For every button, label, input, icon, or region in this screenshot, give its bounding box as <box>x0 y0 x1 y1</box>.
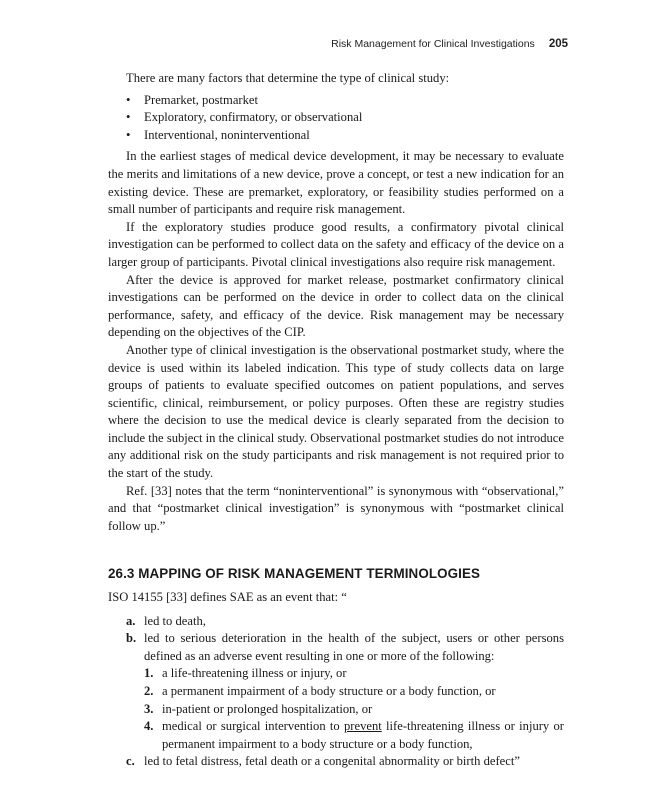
body-paragraph: Ref. [33] notes that the term “noninterventional” is synonymous with “observational,” and that “postmarket clinical investigation” is synonymous with “postmarket clinical follow up.” <box>108 483 564 533</box>
item-text-after: life-threatening illness or injury or permanent impairment to a body structure or a body function, <box>162 719 564 751</box>
list-item <box>126 753 564 771</box>
item-text: a life-threatening illness or injury, or <box>162 666 347 681</box>
item-marker: c. <box>126 754 135 769</box>
sae-criteria-list <box>108 613 564 771</box>
body-paragraph: In the earliest stages of medical device development, it may be necessary to evaluate the merits and limitations of a new device, prove a concept, or test a new indication for an existing device. These are premarket, exploratory, or feasibility studies performed on a small number of participants and require risk management. <box>108 149 564 217</box>
list-item <box>144 718 564 753</box>
item-text: in-patient or prolonged hospitalization, or <box>162 701 373 716</box>
list-item: • Premarket, postmarket <box>126 92 564 110</box>
list-item: • Exploratory, confirmatory, or observational <box>126 109 564 127</box>
body-paragraph: After the device is approved for market release, postmarket confirmatory clinical investigations can be performed on the device in order to collect data on the clinical performance, safety, and efficacy of the device. Risk management may be necessary depending on the objectives of the CIP. <box>108 272 564 340</box>
body-paragraph: If the exploratory studies produce good results, a confirmatory pivotal clinical investigation can be performed to collect data on the safety and efficacy of the device on a larger group of participants. Pivotal clinical investigations also require risk management. <box>108 219 564 269</box>
page-number: 205 <box>548 38 568 50</box>
item-text: a permanent impairment of a body structure or a body function, or <box>162 684 496 698</box>
item-marker: 4. <box>144 719 154 734</box>
item-marker: 3. <box>144 701 154 716</box>
running-title: Risk Management for Clinical Investigations <box>331 38 535 50</box>
running-head <box>331 38 568 50</box>
sub-criteria-list <box>144 665 564 753</box>
study-type-list <box>108 92 564 145</box>
list-item <box>126 630 564 753</box>
item-marker: b. <box>126 631 137 646</box>
intro-paragraph: There are many factors that determine the type of clinical study: <box>126 71 450 85</box>
list-item <box>144 665 564 683</box>
list-item: • Interventional, noninterventional <box>126 127 564 145</box>
item-marker: 1. <box>144 666 154 681</box>
list-item <box>144 701 564 719</box>
item-text-before: medical or surgical intervention to <box>162 719 344 734</box>
item-text: led to death, <box>144 613 206 628</box>
body-paragraph: Another type of clinical investigation is the observational postmarket study, where the device is used within its labeled indication. This type of study collects data on large groups of patients to evaluate specified outcomes on patient populations, and serves scientific, clinical, reimbursement, or policy purposes. Often these are registry studies where the decision to use the medical device is clearly separated from the decision to include the subject in the clinical study. Observational postmarket studies do not introduce any additional risk on the study participants and risk management is not required prior to the start of the study. <box>108 342 564 481</box>
item-text: led to fetal distress, fetal death or a congenital abnormality or birth defect” <box>144 754 520 769</box>
underlined-word: prevent <box>344 719 382 734</box>
page-body <box>108 70 564 771</box>
section-lead: ISO 14155 [33] defines SAE as an event that: “ <box>108 590 347 605</box>
section-heading: 26.3 MAPPING OF RISK MANAGEMENT TERMINOLOGIES <box>108 566 481 582</box>
item-text: led to serious deterioration in the health of the subject, users or other persons defined as an adverse event resulting in one or more of the following: <box>144 631 564 663</box>
item-marker: a. <box>126 613 136 628</box>
item-marker: 2. <box>144 684 154 698</box>
list-item <box>144 683 564 701</box>
list-item <box>126 613 564 631</box>
